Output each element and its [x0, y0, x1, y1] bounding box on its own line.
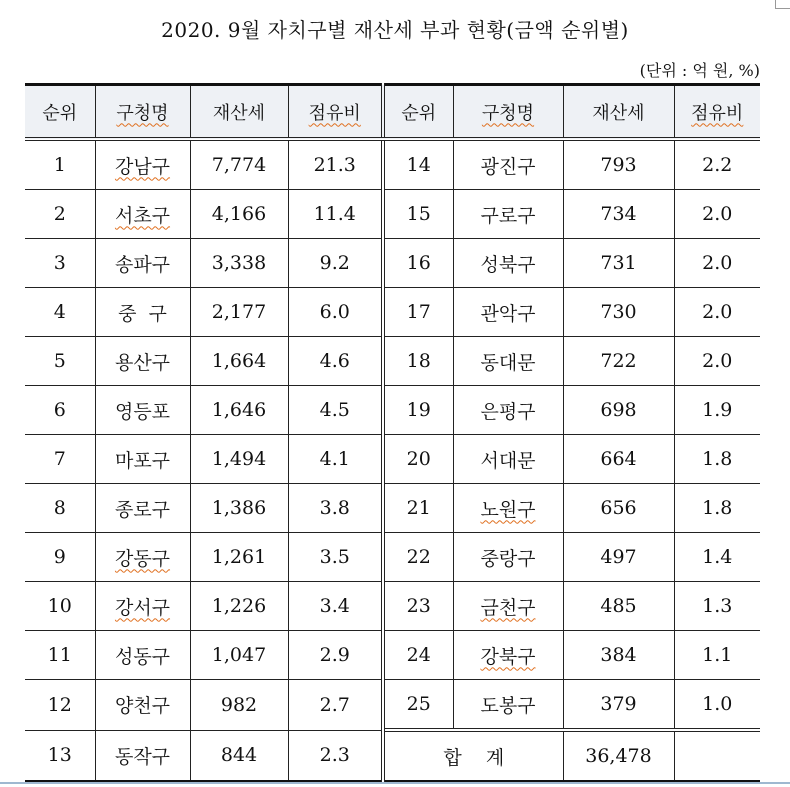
tax-cell	[563, 139, 674, 190]
district-cell	[95, 533, 190, 582]
table-row	[25, 239, 760, 288]
district-cell-text: 은평구	[480, 400, 536, 423]
share-cell-text: 4.6	[319, 350, 350, 372]
rank-cell-text: 23	[406, 595, 431, 617]
header-row	[25, 85, 760, 140]
tax-cell	[190, 484, 288, 533]
tax-cell-text: 793	[600, 154, 637, 176]
district-cell-text: 서대문	[480, 449, 536, 472]
district-cell-text: 동대문	[480, 351, 536, 374]
district-cell	[453, 386, 563, 435]
district-cell	[453, 239, 563, 288]
rank-cell-text: 24	[406, 644, 431, 666]
tax-cell-text: 379	[600, 693, 637, 715]
district-cell	[95, 730, 190, 782]
district-cell-text: 광진구	[480, 155, 536, 178]
table-row	[25, 631, 760, 680]
tax-cell	[190, 288, 288, 337]
rank-cell-text: 15	[406, 203, 431, 225]
district-cell-text: 관악구	[480, 302, 536, 325]
table-row	[25, 386, 760, 435]
share-cell	[674, 533, 760, 582]
table-row	[25, 337, 760, 386]
share-cell	[288, 484, 383, 533]
share-cell-text: 9.2	[319, 252, 350, 274]
district-cell	[453, 139, 563, 190]
total-label-cell-text: 합 계	[443, 746, 505, 769]
tax-cell-text: 3,338	[211, 252, 267, 274]
district-cell-text: 도봉구	[480, 694, 536, 717]
table-row	[25, 139, 760, 190]
share-cell	[674, 582, 760, 631]
share-cell-text: 3.8	[319, 497, 350, 519]
district-cell	[95, 288, 190, 337]
share-cell-text: 6.0	[319, 301, 350, 323]
rank-cell	[383, 484, 453, 533]
rank-cell-text: 18	[406, 350, 431, 372]
share-cell-text: 2.0	[702, 203, 733, 225]
tax-cell-text: 982	[220, 693, 258, 716]
rank-cell-text: 2	[53, 203, 66, 225]
district-cell-text: 노원구	[480, 498, 536, 521]
header-tax: 재산세	[190, 85, 288, 140]
rank-cell	[25, 288, 95, 337]
rank-cell	[25, 190, 95, 239]
district-cell	[453, 435, 563, 484]
header-district: 구청명	[453, 85, 563, 140]
share-cell	[288, 582, 383, 631]
rank-cell	[25, 582, 95, 631]
tax-cell-text: 1,386	[211, 497, 267, 519]
rank-cell	[25, 533, 95, 582]
district-cell-text: 강동구	[114, 547, 171, 570]
district-cell-text: 중랑구	[480, 547, 536, 570]
tax-cell	[190, 631, 288, 680]
tax-cell-text: 7,774	[211, 154, 267, 176]
share-cell-text: 1.4	[702, 546, 733, 568]
district-cell	[95, 239, 190, 288]
rank-cell	[25, 139, 95, 190]
district-cell	[453, 190, 563, 239]
tax-cell	[563, 239, 674, 288]
rank-cell-text: 12	[47, 693, 72, 716]
district-cell	[95, 582, 190, 631]
share-cell	[288, 435, 383, 484]
rank-cell	[383, 239, 453, 288]
tax-cell	[190, 680, 288, 731]
rank-cell	[25, 484, 95, 533]
share-cell	[288, 139, 383, 190]
rank-cell-text: 17	[406, 301, 431, 323]
tax-cell-text: 1,226	[211, 595, 267, 617]
district-cell	[95, 435, 190, 484]
district-cell	[95, 190, 190, 239]
district-cell	[95, 631, 190, 680]
share-cell-text: 1.0	[702, 693, 733, 715]
tax-cell-text: 730	[600, 301, 637, 323]
rank-cell	[383, 288, 453, 337]
tax-cell	[563, 337, 674, 386]
tax-cell	[563, 288, 674, 337]
table-row	[25, 435, 760, 484]
tax-cell	[563, 190, 674, 239]
tax-cell	[563, 533, 674, 582]
share-cell	[674, 190, 760, 239]
share-cell-text: 2.9	[319, 644, 350, 666]
share-cell	[288, 337, 383, 386]
tax-cell-text: 698	[600, 399, 637, 421]
share-cell-text: 4.5	[319, 399, 350, 421]
share-cell-text: 1.3	[702, 595, 733, 617]
rank-cell-text: 20	[406, 448, 431, 470]
tax-cell	[190, 337, 288, 386]
rank-cell	[383, 680, 453, 731]
tax-cell-text: 1,494	[211, 448, 267, 470]
rank-cell	[25, 730, 95, 782]
tax-cell-text: 734	[600, 203, 637, 225]
table-row	[25, 730, 760, 782]
district-cell	[95, 484, 190, 533]
rank-cell-text: 1	[53, 154, 66, 176]
tax-cell	[563, 582, 674, 631]
header-district: 구청명	[95, 85, 190, 140]
share-cell	[674, 288, 760, 337]
share-cell-text: 11.4	[313, 203, 356, 225]
share-cell	[288, 288, 383, 337]
header-rank: 순위	[25, 85, 95, 140]
rank-cell-text: 11	[47, 644, 72, 666]
district-cell	[453, 680, 563, 731]
district-cell-text: 서초구	[114, 204, 171, 227]
page-bottom-line	[0, 782, 790, 784]
share-cell-text: 21.3	[313, 154, 356, 176]
header-rank: 순위	[383, 85, 453, 140]
property-tax-table	[25, 83, 760, 783]
rank-cell	[383, 139, 453, 190]
rank-cell	[383, 582, 453, 631]
table-row	[25, 288, 760, 337]
tax-cell	[190, 386, 288, 435]
tax-cell	[190, 190, 288, 239]
district-cell-text: 양천구	[114, 695, 171, 718]
share-cell-text: 1.1	[702, 644, 733, 666]
tax-cell	[563, 631, 674, 680]
total-tax-cell-text: 36,478	[585, 745, 652, 767]
district-cell	[95, 386, 190, 435]
table-row	[25, 190, 760, 239]
tax-cell	[563, 680, 674, 731]
district-cell	[95, 680, 190, 731]
tax-cell-text: 656	[600, 497, 637, 519]
rank-cell-text: 8	[53, 497, 66, 519]
tax-cell-text: 731	[600, 252, 637, 274]
district-cell-text: 금천구	[480, 596, 536, 619]
share-cell	[288, 239, 383, 288]
tax-cell-text: 4,166	[211, 203, 267, 225]
district-cell-text: 강남구	[114, 155, 171, 178]
share-cell-text: 2.0	[702, 252, 733, 274]
tax-cell-text: 1,047	[211, 644, 267, 666]
tax-cell	[190, 730, 288, 782]
rank-cell-text: 7	[53, 448, 66, 470]
share-cell	[674, 139, 760, 190]
tax-cell-text: 497	[600, 546, 637, 568]
share-cell	[674, 484, 760, 533]
rank-cell	[25, 680, 95, 731]
tax-cell	[190, 533, 288, 582]
district-cell	[453, 484, 563, 533]
district-cell-text: 동작구	[114, 745, 171, 768]
share-cell	[288, 386, 383, 435]
district-cell-text: 구로구	[480, 204, 536, 227]
tax-cell	[563, 484, 674, 533]
share-cell	[288, 190, 383, 239]
table-row	[25, 582, 760, 631]
document-title: 2020. 9월 자치구별 재산세 부과 현황(금액 순위별)	[161, 18, 629, 42]
share-cell	[674, 680, 760, 731]
district-cell-text: 중 구	[118, 302, 167, 325]
tax-cell	[190, 582, 288, 631]
tax-cell	[563, 435, 674, 484]
share-cell	[674, 239, 760, 288]
rank-cell-text: 21	[406, 497, 431, 519]
district-cell	[95, 337, 190, 386]
rank-cell-text: 22	[406, 546, 431, 568]
share-cell-text: 2.0	[702, 301, 733, 323]
district-cell-text: 성북구	[480, 253, 536, 276]
share-cell-text: 4.1	[319, 448, 350, 470]
district-cell	[453, 288, 563, 337]
tax-cell-text: 384	[600, 644, 637, 666]
share-cell-text: 1.8	[702, 497, 733, 519]
district-cell-text: 종로구	[114, 498, 171, 521]
rank-cell-text: 9	[53, 546, 66, 568]
share-cell-text: 2.3	[319, 744, 350, 767]
rank-cell	[383, 631, 453, 680]
rank-cell	[25, 337, 95, 386]
share-cell-text: 2.2	[702, 154, 733, 176]
rank-cell-text: 3	[53, 252, 66, 274]
rank-cell	[383, 190, 453, 239]
district-cell	[95, 139, 190, 190]
district-cell-text: 강서구	[114, 596, 171, 619]
share-cell-text: 2.0	[702, 350, 733, 372]
rank-cell	[25, 386, 95, 435]
share-cell-text: 3.4	[319, 595, 350, 617]
header-share: 점유비	[674, 85, 760, 140]
rank-cell-text: 19	[406, 399, 431, 421]
table-row	[25, 680, 760, 731]
header-share: 점유비	[288, 85, 383, 140]
tax-cell-text: 2,177	[211, 301, 267, 323]
rank-cell	[25, 435, 95, 484]
share-cell	[674, 386, 760, 435]
district-cell	[453, 582, 563, 631]
table-row	[25, 533, 760, 582]
share-cell	[674, 631, 760, 680]
tax-cell-text: 1,664	[211, 350, 267, 372]
tax-cell-text: 664	[600, 448, 637, 470]
rank-cell-text: 25	[406, 693, 431, 715]
district-cell-text: 영등포	[114, 400, 171, 423]
rank-cell-text: 16	[406, 252, 431, 274]
tax-cell	[563, 386, 674, 435]
unit-note: (단위 : 억 원, %)	[639, 61, 760, 80]
rank-cell	[383, 435, 453, 484]
share-cell-text: 3.5	[319, 546, 350, 568]
share-cell-text: 1.9	[702, 399, 733, 421]
share-cell-text: 1.8	[702, 448, 733, 470]
rank-cell	[383, 386, 453, 435]
share-cell	[288, 730, 383, 782]
tax-cell-text: 722	[600, 350, 637, 372]
empty-cell	[674, 730, 760, 782]
tax-cell-text: 1,261	[211, 546, 267, 568]
rank-cell	[25, 631, 95, 680]
share-cell	[288, 533, 383, 582]
rank-cell-text: 10	[47, 595, 72, 617]
district-cell	[453, 631, 563, 680]
window-corner	[775, 0, 790, 9]
total-tax-cell	[563, 730, 674, 782]
share-cell	[674, 435, 760, 484]
district-cell-text: 성동구	[114, 645, 171, 668]
tax-cell	[190, 239, 288, 288]
share-cell-text: 2.7	[319, 693, 350, 716]
rank-cell-text: 13	[47, 744, 72, 767]
rank-cell-text: 6	[53, 399, 66, 421]
rank-cell	[25, 239, 95, 288]
table-row	[25, 484, 760, 533]
rank-cell-text: 5	[53, 350, 66, 372]
district-cell	[453, 337, 563, 386]
rank-cell	[383, 533, 453, 582]
tax-cell-text: 1,646	[211, 399, 267, 421]
share-cell	[288, 631, 383, 680]
district-cell-text: 마포구	[114, 449, 171, 472]
district-cell-text: 용산구	[114, 351, 171, 374]
share-cell	[674, 337, 760, 386]
tax-cell-text: 844	[220, 744, 258, 767]
district-cell-text: 강북구	[480, 645, 536, 668]
rank-cell	[383, 337, 453, 386]
rank-cell-text: 14	[406, 154, 431, 176]
district-cell	[453, 533, 563, 582]
tax-cell-text: 485	[600, 595, 637, 617]
share-cell	[288, 680, 383, 731]
total-label-cell	[383, 730, 563, 782]
header-tax: 재산세	[563, 85, 674, 140]
district-cell-text: 송파구	[114, 253, 171, 276]
tax-cell	[190, 435, 288, 484]
tax-cell	[190, 139, 288, 190]
rank-cell-text: 4	[53, 301, 66, 323]
